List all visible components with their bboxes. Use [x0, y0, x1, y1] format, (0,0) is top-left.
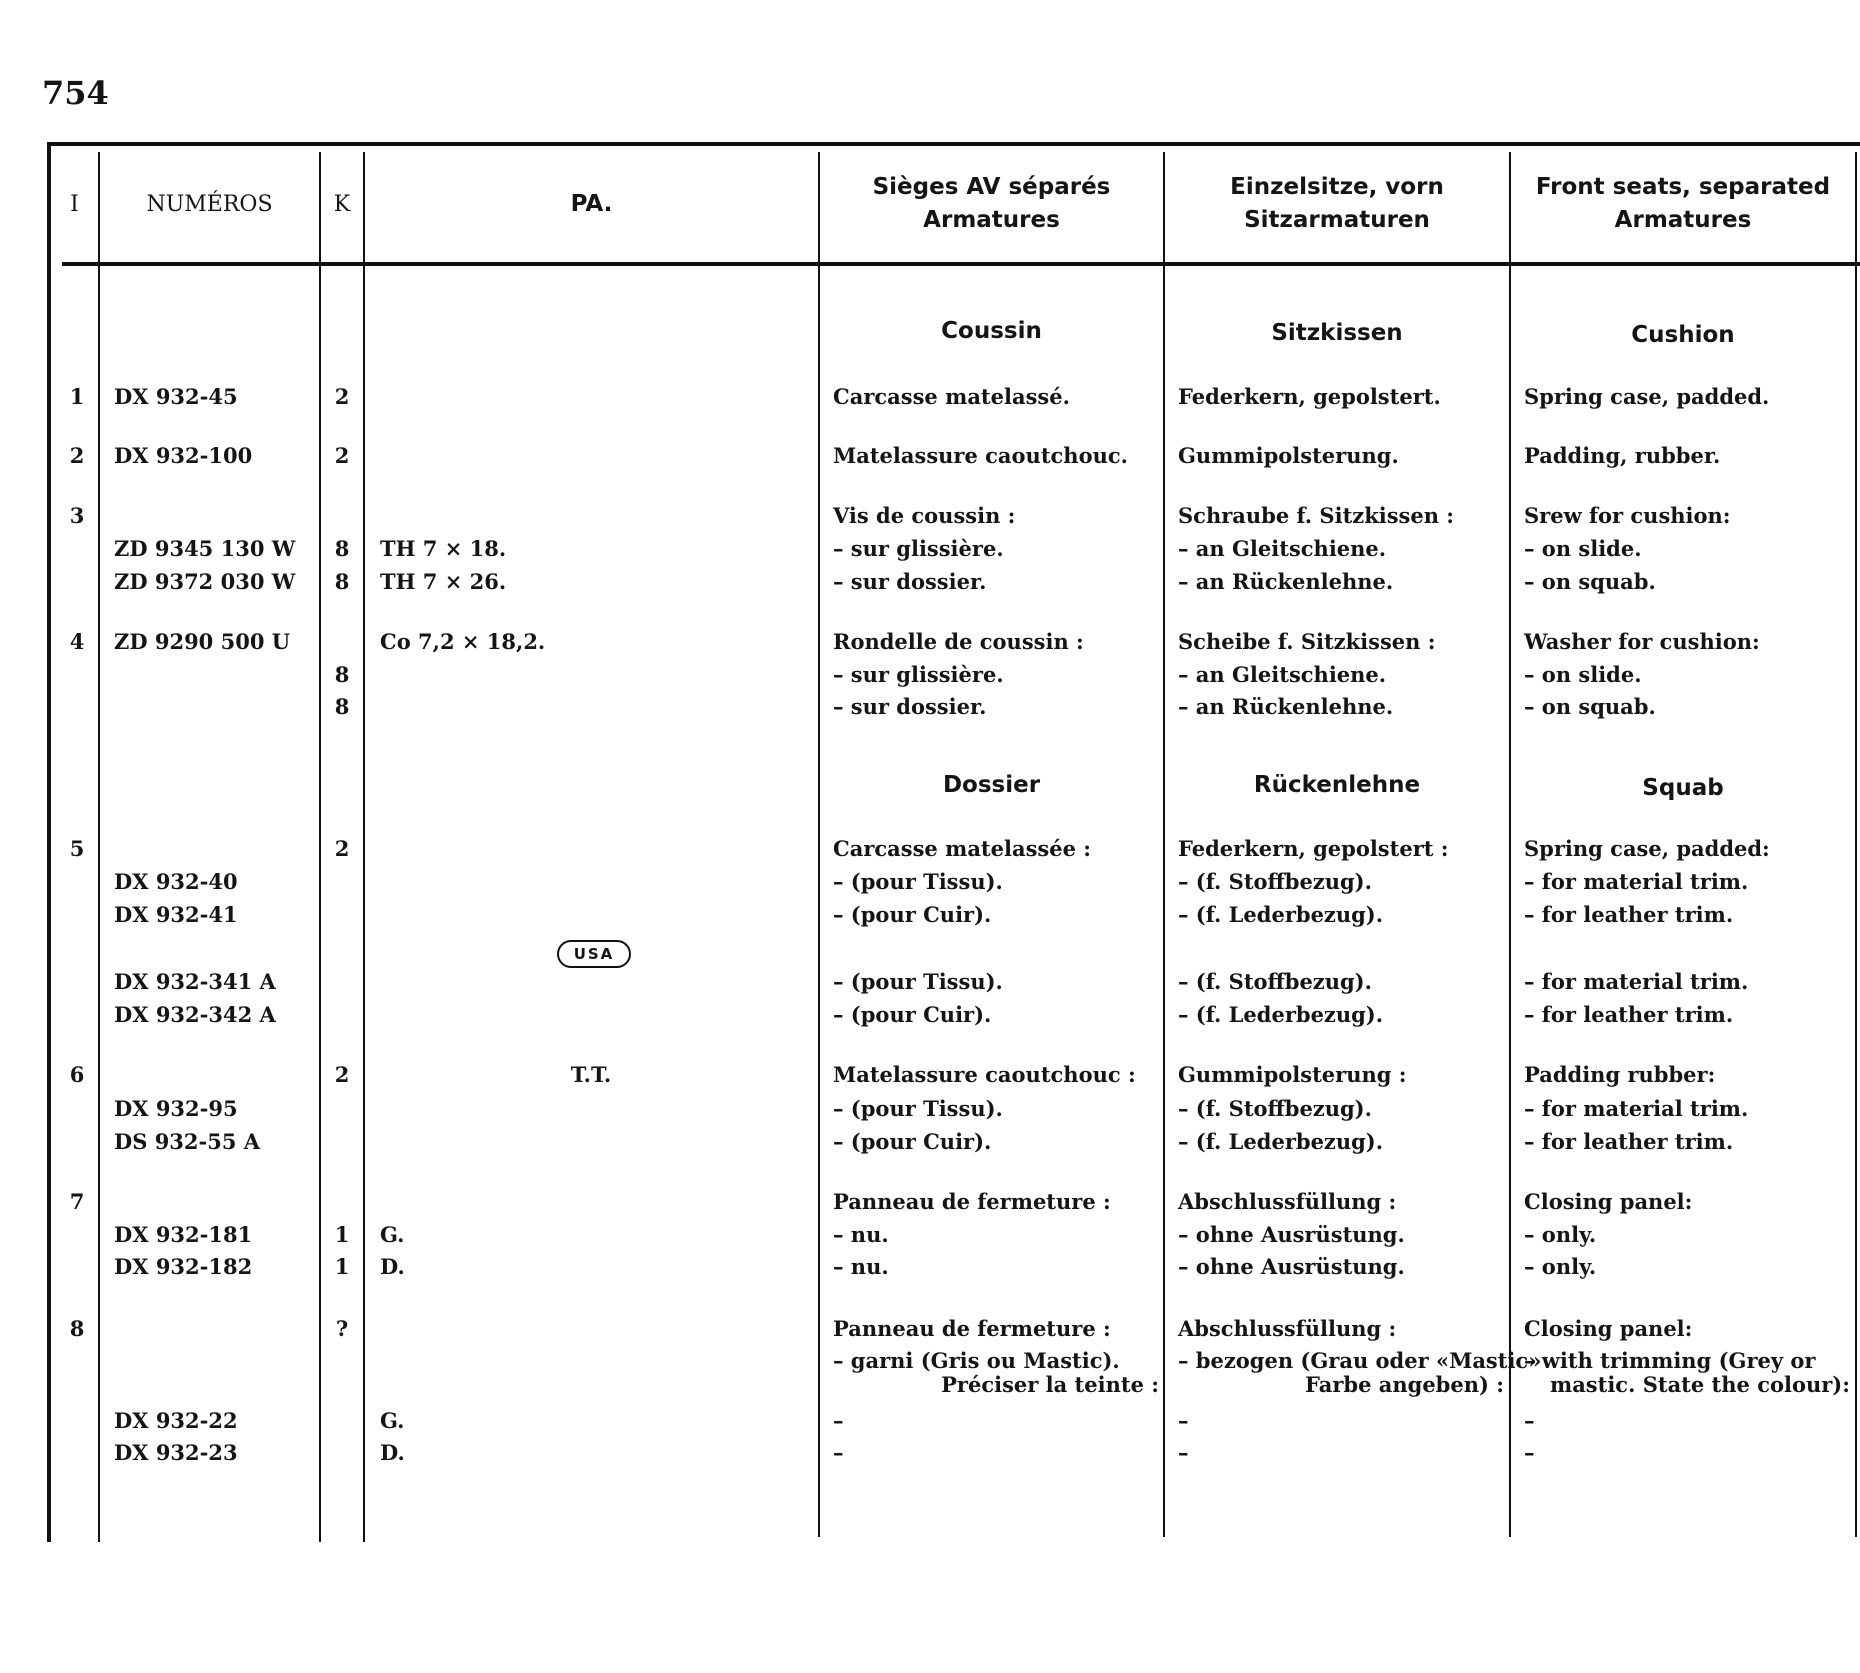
table-row: [0, 1437, 1860, 1469]
table-row: [0, 1313, 1860, 1345]
group-title-german-squab: Rückenlehne: [1253, 772, 1421, 798]
quantity: 1: [334, 1222, 350, 1247]
description-french: Carcasse matelassé.: [833, 384, 1070, 409]
item-index: 1: [69, 384, 85, 409]
table-row: [0, 966, 1860, 998]
part-number: ZD 9372 030 W: [114, 569, 296, 594]
description-english: Padding rubber:: [1524, 1062, 1716, 1087]
description-english: Spring case, padded.: [1524, 384, 1770, 409]
description-german: Abschlussfüllung :: [1178, 1316, 1397, 1341]
header-english-line1: Front seats, separated: [1535, 174, 1831, 200]
description-english: – for material trim.: [1524, 969, 1749, 994]
description-french: – garni (Gris ou Mastic).: [833, 1348, 1120, 1373]
group-title-english-squab: Squab: [1642, 775, 1724, 801]
header-german-line1: Einzelsitze, vorn: [1230, 174, 1444, 200]
pa-spec: D.: [380, 1254, 405, 1279]
header-col-i: I: [70, 191, 79, 217]
quantity: 2: [334, 1062, 350, 1087]
description-english: mastic. State the colour):: [1549, 1372, 1850, 1397]
description-german: – (f. Stoffbezug).: [1178, 969, 1372, 994]
description-english: Spring case, padded:: [1524, 836, 1770, 861]
quantity: 8: [334, 569, 350, 594]
group-title-german-cushion: Sitzkissen: [1271, 320, 1403, 346]
header-french-line2: Armatures: [923, 207, 1060, 233]
description-german: – an Rückenlehne.: [1178, 569, 1394, 594]
description-german: Gummipolsterung :: [1178, 1062, 1407, 1087]
table-row: [0, 1093, 1860, 1125]
header-french-line1: Sièges AV séparés: [872, 174, 1111, 200]
part-number: DX 932-23: [114, 1440, 238, 1465]
page-number: 754: [42, 74, 109, 112]
table-row: [0, 659, 1860, 691]
description-english: –: [1524, 1440, 1535, 1465]
quantity: 2: [334, 836, 350, 861]
pa-spec: TH 7 × 18.: [380, 536, 507, 561]
pa-spec: T.T.: [570, 1062, 612, 1087]
description-english: –: [1524, 1408, 1535, 1433]
table-row: [0, 440, 1860, 472]
description-french: Matelassure caoutchouc.: [833, 443, 1128, 468]
header-german-line2: Sitzarmaturen: [1244, 207, 1430, 233]
usa-stamp: USA: [557, 940, 631, 968]
part-number: DX 932-182: [114, 1254, 253, 1279]
item-index: 6: [69, 1062, 85, 1087]
pa-spec: Co 7,2 × 18,2.: [380, 629, 546, 654]
description-english: – only.: [1524, 1222, 1597, 1247]
description-german: Gummipolsterung.: [1178, 443, 1399, 468]
item-index: 2: [69, 443, 85, 468]
description-german: – an Gleitschiene.: [1178, 536, 1387, 561]
item-index: 8: [69, 1316, 85, 1341]
item-index: 5: [69, 836, 85, 861]
table-row: [0, 1126, 1860, 1158]
part-number: ZD 9345 130 W: [114, 536, 296, 561]
table-row: [0, 381, 1860, 413]
pa-spec: D.: [380, 1440, 405, 1465]
description-german: Federkern, gepolstert :: [1178, 836, 1449, 861]
header-english-line2: Armatures: [1614, 207, 1752, 233]
description-german: –: [1178, 1440, 1189, 1465]
description-french: Vis de coussin :: [833, 503, 1016, 528]
description-french: – sur dossier.: [833, 694, 987, 719]
part-number: DX 932-95: [114, 1096, 238, 1121]
table-row: [0, 899, 1860, 931]
item-index: 7: [69, 1189, 85, 1214]
table-row: [0, 626, 1860, 658]
group-title-english-cushion: Cushion: [1631, 322, 1735, 348]
quantity: 2: [334, 443, 350, 468]
part-number: ZD 9290 500 U: [114, 629, 291, 654]
table-row: [0, 1059, 1860, 1091]
description-french: – sur dossier.: [833, 569, 987, 594]
part-number: DX 932-40: [114, 869, 238, 894]
description-english: – for leather trim.: [1524, 1129, 1734, 1154]
table-row: [0, 500, 1860, 532]
part-number: DX 932-341 A: [114, 969, 276, 994]
group-title-french-cushion: Coussin: [941, 318, 1042, 344]
description-german: – ohne Ausrüstung.: [1178, 1222, 1405, 1247]
quantity: ?: [335, 1316, 349, 1341]
quantity: 8: [334, 694, 350, 719]
table-row: [0, 866, 1860, 898]
description-german: – an Rückenlehne.: [1178, 694, 1394, 719]
description-english: – for leather trim.: [1524, 902, 1734, 927]
table-row: [0, 533, 1860, 565]
description-german: – an Gleitschiene.: [1178, 662, 1387, 687]
part-number: DX 932-342 A: [114, 1002, 276, 1027]
table-row: [0, 999, 1860, 1031]
part-number: DX 932-181: [114, 1222, 253, 1247]
description-german: – (f. Lederbezug).: [1178, 902, 1384, 927]
description-french: – (pour Tissu).: [833, 969, 1003, 994]
part-number: DX 932-22: [114, 1408, 238, 1433]
part-number: DS 932-55 A: [114, 1129, 261, 1154]
table-row: [0, 1219, 1860, 1251]
header-col-german: [1165, 146, 1509, 262]
part-number: DX 932-45: [114, 384, 238, 409]
header-col-numeros: NUMÉROS: [146, 191, 273, 217]
description-english: Srew for cushion:: [1524, 503, 1731, 528]
item-index: 4: [69, 629, 85, 654]
description-english: Padding, rubber.: [1524, 443, 1721, 468]
header-col-french: [820, 146, 1163, 262]
description-english: – only.: [1524, 1254, 1597, 1279]
quantity: 1: [334, 1254, 350, 1279]
description-french: – (pour Cuir).: [833, 1002, 992, 1027]
header-col-pa: PA.: [570, 190, 613, 217]
description-french: –: [833, 1408, 844, 1433]
description-french: – (pour Tissu).: [833, 1096, 1003, 1121]
description-german: – (f. Lederbezug).: [1178, 1129, 1384, 1154]
table-row: [0, 1186, 1860, 1218]
description-english: – on slide.: [1524, 662, 1642, 687]
description-french: Préciser la teinte :: [941, 1372, 1159, 1397]
pa-spec: G.: [380, 1408, 405, 1433]
description-english: – with trimming (Grey or: [1524, 1348, 1816, 1373]
quantity: 8: [334, 662, 350, 687]
description-french: – sur glissière.: [833, 662, 1004, 687]
description-english: – on squab.: [1524, 694, 1656, 719]
description-german: Scheibe f. Sitzkissen :: [1178, 629, 1436, 654]
header-col-k: K: [333, 191, 351, 217]
description-german: Federkern, gepolstert.: [1178, 384, 1441, 409]
description-french: Carcasse matelassée :: [833, 836, 1091, 861]
table-row: [0, 566, 1860, 598]
quantity: 8: [334, 536, 350, 561]
table-row: [0, 691, 1860, 723]
description-french: Panneau de fermeture :: [833, 1189, 1111, 1214]
description-german: Farbe angeben) :: [1304, 1372, 1504, 1397]
description-german: – bezogen (Grau oder «Mastic»: [1178, 1348, 1542, 1373]
description-english: Washer for cushion:: [1524, 629, 1760, 654]
description-german: – (f. Stoffbezug).: [1178, 869, 1372, 894]
description-french: – (pour Tissu).: [833, 869, 1003, 894]
item-index: 3: [69, 503, 85, 528]
group-title-french-squab: Dossier: [942, 772, 1041, 798]
description-german: –: [1178, 1408, 1189, 1433]
description-french: – (pour Cuir).: [833, 902, 992, 927]
description-french: Matelassure caoutchouc :: [833, 1062, 1136, 1087]
description-english: Closing panel:: [1524, 1189, 1693, 1214]
description-french: – nu.: [833, 1254, 889, 1279]
quantity: 2: [334, 384, 350, 409]
description-english: – on slide.: [1524, 536, 1642, 561]
table-header-rule: [62, 262, 1860, 266]
table-row: [0, 1369, 1860, 1401]
description-german: – ohne Ausrüstung.: [1178, 1254, 1405, 1279]
description-german: Schraube f. Sitzkissen :: [1178, 503, 1455, 528]
description-french: – nu.: [833, 1222, 889, 1247]
pa-spec: G.: [380, 1222, 405, 1247]
pa-spec: TH 7 × 26.: [380, 569, 507, 594]
description-french: Rondelle de coussin :: [833, 629, 1084, 654]
description-english: – for material trim.: [1524, 869, 1749, 894]
description-english: – on squab.: [1524, 569, 1656, 594]
description-french: –: [833, 1440, 844, 1465]
header-col-english: [1511, 146, 1855, 262]
description-english: Closing panel:: [1524, 1316, 1693, 1341]
description-english: – for material trim.: [1524, 1096, 1749, 1121]
description-french: Panneau de fermeture :: [833, 1316, 1111, 1341]
description-german: – (f. Lederbezug).: [1178, 1002, 1384, 1027]
table-row: [0, 833, 1860, 865]
description-german: – (f. Stoffbezug).: [1178, 1096, 1372, 1121]
description-english: – for leather trim.: [1524, 1002, 1734, 1027]
part-number: DX 932-100: [114, 443, 253, 468]
table-row: [0, 1405, 1860, 1437]
description-french: – sur glissière.: [833, 536, 1004, 561]
description-german: Abschlussfüllung :: [1178, 1189, 1397, 1214]
description-french: – (pour Cuir).: [833, 1129, 992, 1154]
part-number: DX 932-41: [114, 902, 238, 927]
table-row: [0, 1251, 1860, 1283]
